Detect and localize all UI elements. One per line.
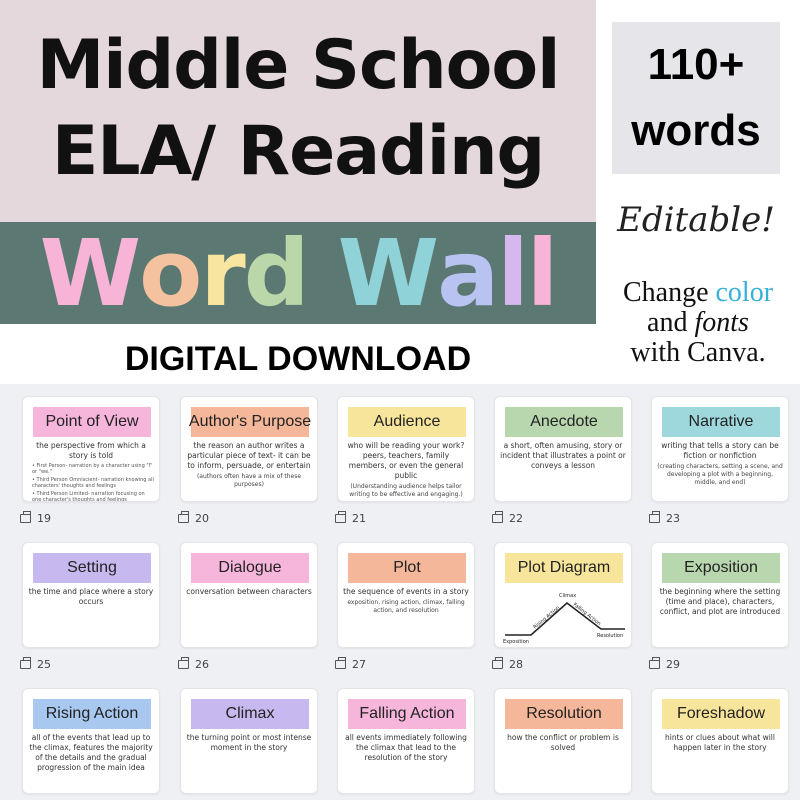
word-card[interactable]	[22, 542, 160, 648]
word-card[interactable]	[494, 542, 632, 648]
digital-download-label: DIGITAL DOWNLOAD	[124, 340, 472, 378]
word-card[interactable]	[651, 542, 789, 648]
card-definition	[28, 441, 154, 502]
card-definition	[186, 587, 312, 597]
definition-text: the perspective from which a story is told	[36, 441, 146, 460]
definition-bullet: • Third Person Omniscient- narration knowing all characters' thoughts and feelings	[32, 477, 154, 489]
page-number-label	[178, 512, 209, 525]
canva-note	[600, 278, 796, 368]
card-definition	[343, 733, 469, 763]
rising-action-label: Rising Action	[532, 605, 562, 631]
page-number: 20	[195, 512, 209, 525]
page-icon	[20, 514, 31, 523]
word-card[interactable]	[180, 542, 318, 648]
definition-bullet: • Third Person Limited- narration focusing on one character's thoughts and feelings	[32, 491, 145, 502]
page-icon	[649, 660, 660, 669]
plot-diagram	[501, 587, 627, 647]
card-title: Climax	[191, 699, 309, 729]
card-title: Foreshadow	[662, 699, 780, 729]
card-definition	[657, 441, 783, 487]
word-card[interactable]	[337, 688, 475, 794]
page-number: 29	[666, 658, 680, 671]
definition-text: the beginning where the setting (time and place), characters, conflict, and plot are introduced	[659, 587, 781, 616]
card-definition	[343, 441, 469, 499]
page-number: 28	[509, 658, 523, 671]
card-definition	[28, 587, 154, 607]
card-title: Exposition	[662, 553, 780, 583]
definition-text: all of the events that lead up to the climax, features the majority of the details and the gradual progression of the main idea	[29, 733, 153, 772]
card-title: Narrative	[662, 407, 780, 437]
climax-label: Climax	[559, 593, 577, 599]
card-title: Resolution	[505, 699, 623, 729]
resolution-label: Resolution	[597, 633, 624, 639]
word-card[interactable]	[651, 396, 789, 502]
page-number-label	[20, 512, 51, 525]
card-definition	[28, 733, 154, 773]
card-title: Audience	[348, 407, 466, 437]
word-wall-heading	[0, 219, 596, 327]
page-number: 26	[195, 658, 209, 671]
definition-note: (creating characters, setting a scene, and developing a plot with a beginning, middle, and end)	[657, 463, 783, 486]
falling-action-label: Falling Action	[571, 601, 602, 628]
definition-text: the turning point or most intense moment in the story	[186, 733, 312, 752]
page-icon	[178, 660, 189, 669]
word-count-badge	[612, 22, 780, 174]
title-line-2: ELA/ Reading	[51, 112, 545, 191]
card-title: Falling Action	[348, 699, 466, 729]
definition-note: exposition, rising action, climax, falling action, and resolution	[347, 599, 465, 614]
word-card[interactable]	[180, 396, 318, 502]
card-definition	[500, 733, 626, 753]
word-count-unit: words	[631, 106, 761, 155]
word-wall-letter: W	[39, 219, 140, 327]
word-card[interactable]	[651, 688, 789, 794]
page-number-label	[649, 512, 680, 525]
word-wall-letter: d	[243, 219, 308, 327]
card-title: Point of View	[33, 407, 151, 437]
card-definition	[657, 733, 783, 753]
word-wall-letter: l	[526, 219, 557, 327]
word-wall-letter: W	[337, 219, 438, 327]
card-title: Author's Purpose	[191, 407, 309, 437]
exposition-label: Exposition	[503, 639, 529, 645]
definition-text: all events immediately following the climax that lead to the resolution of the story	[345, 733, 467, 762]
card-definition	[657, 587, 783, 617]
definition-text: a short, often amusing, story or incident that illustrates a point or conveys a lesson	[500, 441, 626, 470]
page-number: 27	[352, 658, 366, 671]
page-number-label	[20, 658, 51, 671]
word-wall-letter: l	[497, 219, 527, 327]
word-card[interactable]	[337, 542, 475, 648]
word-count-number: 110+	[647, 40, 745, 89]
page-number: 25	[37, 658, 51, 671]
definition-text: who will be reading your work? peers, teachers, family members, or even the general public	[347, 441, 465, 480]
word-wall-letter	[308, 220, 338, 327]
canva-text: with Canva.	[630, 337, 766, 368]
card-title: Dialogue	[191, 553, 309, 583]
definition-text: conversation between characters	[186, 587, 312, 596]
page-icon	[335, 660, 346, 669]
page-number: 23	[666, 512, 680, 525]
page-number: 19	[37, 512, 51, 525]
word-card[interactable]	[22, 688, 160, 794]
definition-note: (authors often have a mix of these purposes)	[196, 473, 302, 488]
card-title: Rising Action	[33, 699, 151, 729]
canva-text: and	[647, 307, 695, 338]
page-number: 22	[509, 512, 523, 525]
page-icon	[492, 660, 503, 669]
definition-text: writing that tells a story can be fiction or nonfiction	[661, 441, 779, 460]
word-wall-letter: r	[200, 219, 244, 327]
card-definition	[186, 733, 312, 753]
word-card[interactable]	[494, 396, 632, 502]
editable-label: Editable!	[617, 200, 775, 240]
word-wall-letter: a	[437, 219, 498, 327]
page-number-label	[178, 658, 209, 671]
card-definition	[343, 587, 469, 615]
page-icon	[649, 514, 660, 523]
word-card[interactable]	[180, 688, 318, 794]
canva-accent: color	[715, 277, 774, 308]
page-icon	[492, 514, 503, 523]
page-number: 21	[352, 512, 366, 525]
title-line-1: Middle School	[36, 26, 560, 105]
card-title: Anecdote	[505, 407, 623, 437]
canva-italic: fonts	[694, 307, 749, 338]
word-card[interactable]	[22, 396, 160, 502]
page-number-label	[335, 512, 366, 525]
page-icon	[335, 514, 346, 523]
word-card[interactable]	[337, 396, 475, 502]
definition-text: the time and place where a story occurs	[28, 587, 154, 606]
page-number-label	[649, 658, 680, 671]
card-definition	[186, 441, 312, 489]
word-card[interactable]	[494, 688, 632, 794]
card-title: Plot Diagram	[505, 553, 623, 583]
page-number-label	[335, 658, 366, 671]
definition-bullet: • First Person- narration by a character using "I" or "we."	[32, 463, 153, 475]
page-number-label	[492, 512, 523, 525]
definition-text: the reason an author writes a particular piece of text- it can be to inform, persuade, or entertain	[187, 441, 311, 470]
card-title: Plot	[348, 553, 466, 583]
definition-text: hints or clues about what will happen later in the story	[665, 733, 775, 752]
definition-text: how the conflict or problem is solved	[507, 733, 619, 752]
card-definition	[500, 441, 626, 471]
page-icon	[20, 660, 31, 669]
page-icon	[178, 514, 189, 523]
definition-note: (Understanding audience helps tailor writing to be effective and engaging.)	[349, 483, 463, 498]
page-number-label	[492, 658, 523, 671]
card-title: Setting	[33, 553, 151, 583]
definition-text: the sequence of events in a story	[343, 587, 469, 596]
word-wall-letter: o	[139, 219, 201, 327]
canva-text: Change	[622, 277, 716, 308]
plot-line	[505, 603, 625, 635]
